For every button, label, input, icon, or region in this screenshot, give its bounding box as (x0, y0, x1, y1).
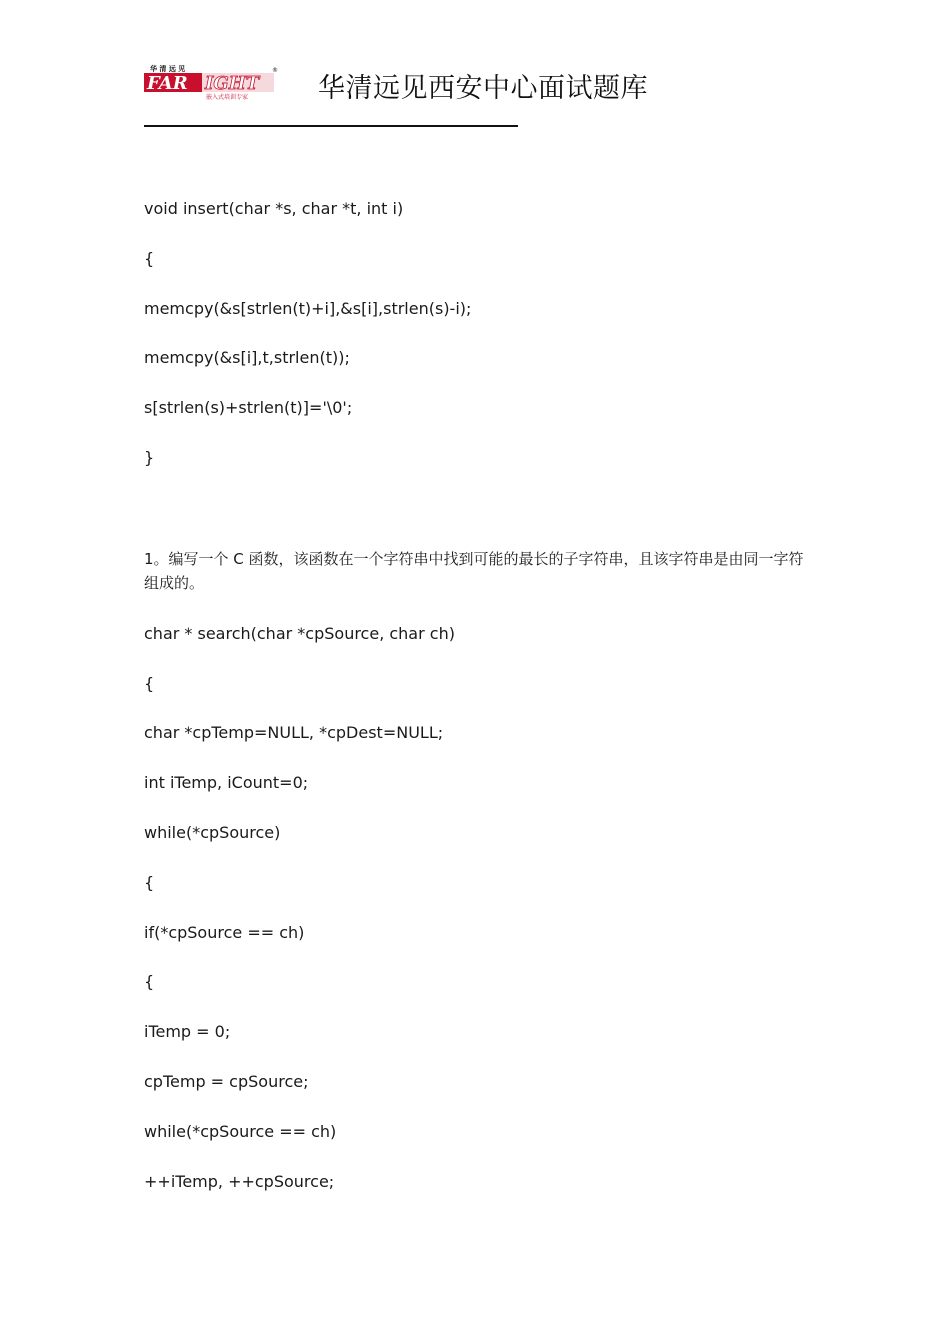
code-line: char *cpTemp=NULL, *cpDest=NULL; (144, 723, 444, 743)
code-block-insert (144, 198, 808, 469)
code-line: char * search(char *cpSource, char ch) (144, 623, 455, 643)
code-line: void insert(char *s, char *t, int i) (144, 199, 404, 218)
code-line: { (144, 972, 155, 992)
code-line: { (144, 248, 155, 268)
registered-mark: ® (272, 67, 278, 74)
code-line: memcpy(&s[i],t,strlen(t)); (144, 348, 350, 368)
document-body (144, 198, 808, 1220)
code-line: s[strlen(s)+strlen(t)]='\0'; (144, 398, 353, 418)
page-header (144, 62, 764, 112)
code-line: memcpy(&s[strlen(t)+i],&s[i],strlen(s)-i); (144, 298, 472, 318)
farsight-logo (144, 62, 280, 102)
code-line: while(*cpSource) (144, 822, 281, 842)
logo-tagline: 嵌入式培训专家 (206, 94, 249, 101)
code-block-search (144, 623, 808, 1193)
code-line: cpTemp = cpSource; (144, 1071, 309, 1091)
code-line: if(*cpSource == ch) (144, 922, 305, 942)
code-line: int iTemp, iCount=0; (144, 773, 309, 793)
logo-top-text: 华 清 远 见 (150, 65, 186, 73)
code-line: ++iTemp, ++cpSource; (144, 1171, 335, 1191)
code-line: iTemp = 0; (144, 1022, 231, 1042)
logo-right-word: IGHT (205, 73, 260, 94)
logo-left-word: FAR (147, 73, 188, 94)
header-divider (144, 125, 518, 127)
section-gap (144, 497, 808, 547)
document-title: 华清远见西安中心面试题库 (318, 73, 648, 104)
code-line: { (144, 872, 155, 892)
logo-graphic (144, 62, 280, 102)
code-line: } (144, 447, 155, 467)
code-line: { (144, 673, 155, 693)
code-line: while(*cpSource == ch) (144, 1121, 337, 1141)
question-text: 1。编写一个 C 函数，该函数在一个字符串中找到可能的最长的子字符串，且该字符串是由同一字符组成的。 (144, 549, 804, 592)
